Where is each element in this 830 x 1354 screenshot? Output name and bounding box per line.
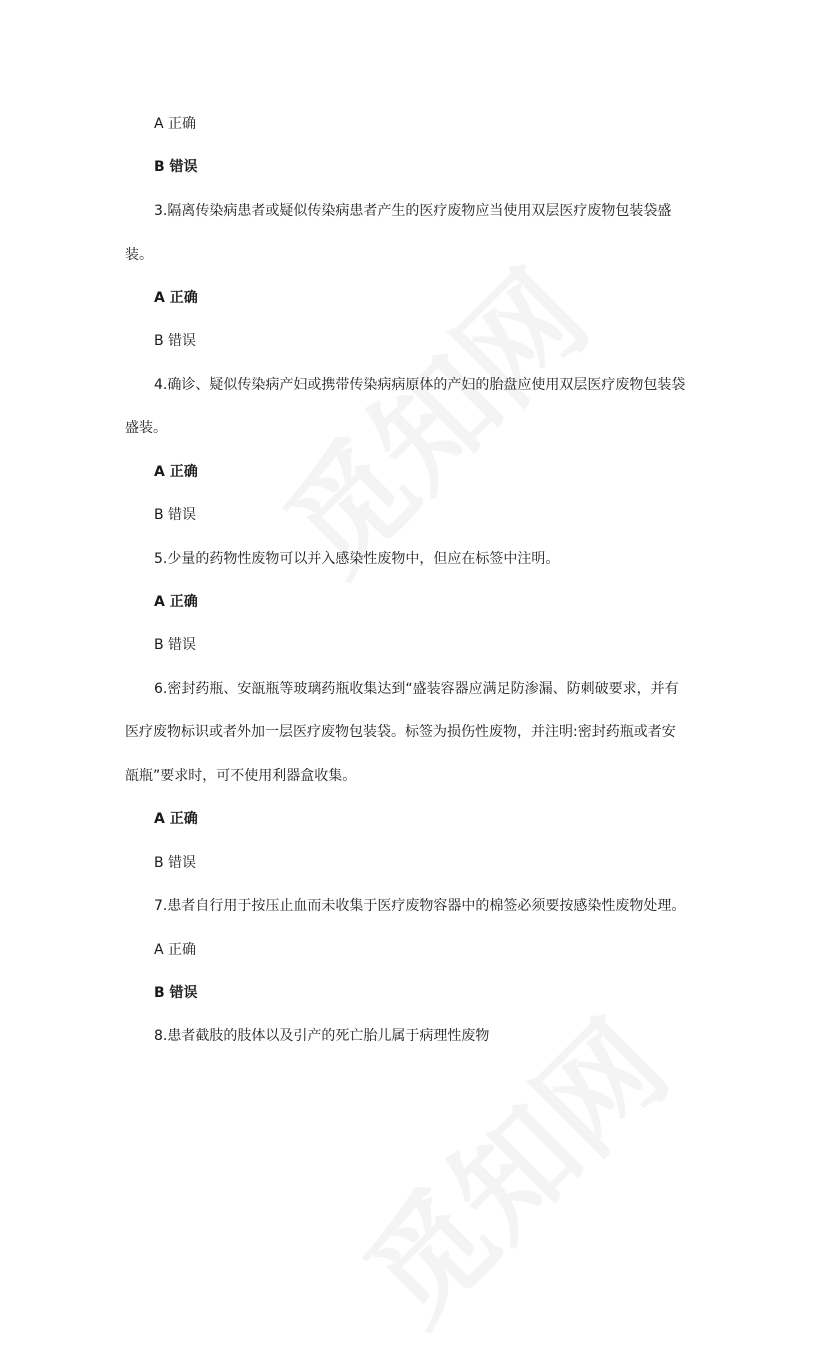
option-a-answer: A 正确 — [154, 464, 198, 480]
option-a-answer: A 正确 — [154, 594, 198, 610]
question-3: 3.隔离传染病患者或疑似传染病患者产生的医疗废物应当使用双层医疗废物包装袋盛 — [154, 203, 672, 219]
option-b-answer: B 错误 — [154, 159, 198, 175]
option-b: B 错误 — [154, 333, 197, 349]
question-7: 7.患者自行用于按压止血而未收集于医疗废物容器中的棉签必须要按感染性废物处理。 — [154, 898, 686, 914]
option-a: A 正确 — [154, 942, 197, 958]
question-4-continued: 盛装。 — [125, 420, 167, 436]
option-a: A 正确 — [154, 116, 197, 132]
option-a-answer: A 正确 — [154, 290, 198, 306]
option-b: B 错误 — [154, 637, 197, 653]
watermark — [242, 228, 618, 604]
question-6: 6.密封药瓶、安瓿瓶等玻璃药瓶收集达到“盛装容器应满足防渗漏、防刺破要求，并有 — [154, 681, 679, 697]
option-b-answer: B 错误 — [154, 985, 198, 1001]
option-a-answer: A 正确 — [154, 811, 198, 827]
option-b: B 错误 — [154, 855, 197, 871]
question-4: 4.确诊、疑似传染病产妇或携带传染病病原体的产妇的胎盘应使用双层医疗废物包装袋 — [154, 377, 686, 393]
question-5: 5.少量的药物性废物可以并入感染性废物中，但应在标签中注明。 — [154, 551, 560, 567]
question-8: 8.患者截肢的肢体以及引产的死亡胎儿属于病理性废物 — [154, 1028, 490, 1044]
question-6-continued: 医疗废物标识或者外加一层医疗废物包装袋。标签为损伤性废物，并注明:密封药瓶或者安 — [125, 724, 676, 740]
option-b: B 错误 — [154, 507, 197, 523]
question-3-continued: 装。 — [125, 247, 153, 263]
question-6-continued: 瓿瓶”要求时，可不使用利器盒收集。 — [125, 768, 357, 784]
